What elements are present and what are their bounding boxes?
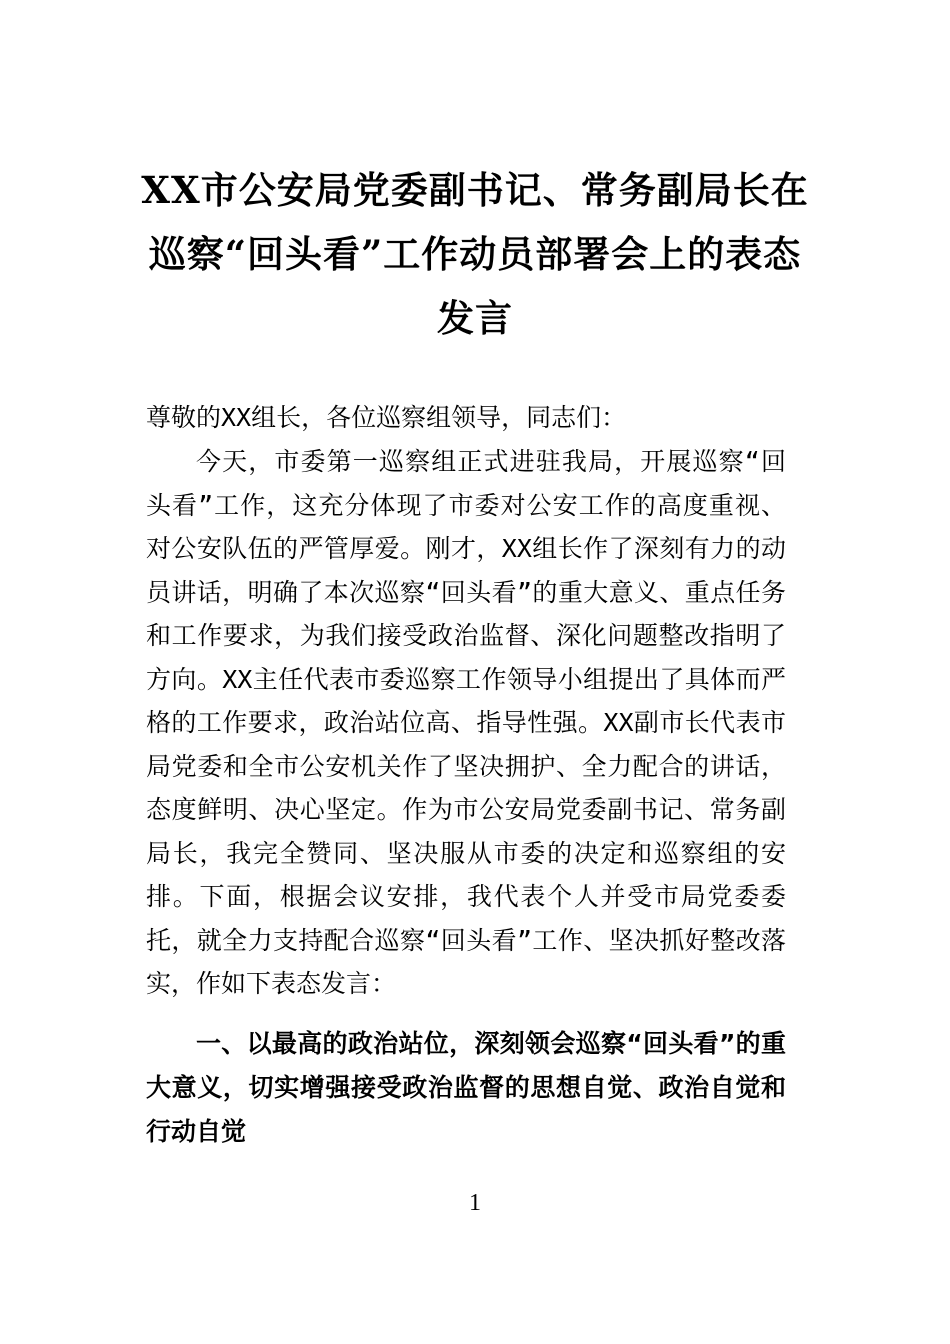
section-heading: 一、以最高的政治站位，深刻领会巡察“回头看”的重大意义，切实增强接受政治监督的思想自觉、政治自觉和行动自觉 [146,1029,786,1146]
page-number: 1 [469,1190,481,1216]
document-title: XX市公安局党委副书记、常务副局长在巡察“回头看”工作动员部署会上的表态发言 [141,168,809,340]
body-paragraph: 今天，市委第一巡察组正式进驻我局，开展巡察“回头看”工作，这充分体现了市委对公安工作的高度重视、对公安队伍的严管厚爱。刚才，XX组长作了深刻有力的动员讲话，明确了本次巡察“回头看”的重大意义、重点任务和工作要求，为我们接受政治监督、深化问题整改指明了方向。XX主任代表市委巡察工作领导小组提出了具体而严格的工作要求，政治站位高、指导性强。XX副市长代表市局党委和全市公安机关作了坚决拥护、全力配合的讲话，态度鲜明、决心坚定。作为市公安局党委副书记、常务副局长，我完全赞同、坚决服从市委的决定和巡察组的安排。下面，根据会议安排，我代表个人并受市局党委委托，就全力支持配合巡察“回头看”工作、坚决抓好整改落实，作如下表态发言： [146,447,786,998]
salutation: 尊敬的XX组长，各位巡察组领导，同志们： [146,403,627,432]
